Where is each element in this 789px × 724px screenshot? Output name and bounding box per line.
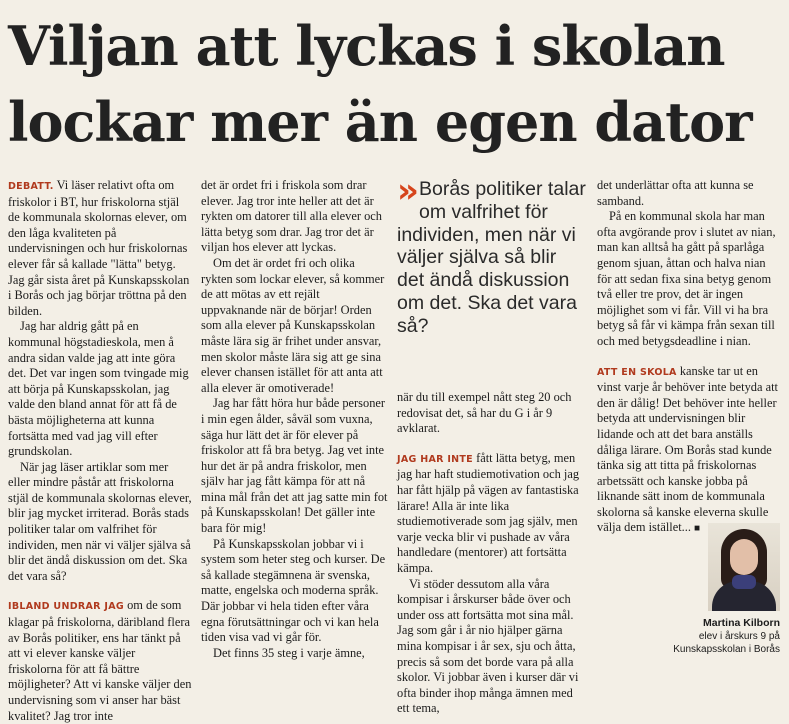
column-3 (397, 178, 587, 717)
author-role: elev i årskurs 9 på (698, 631, 780, 642)
paragraph: På en kommunal skola har man ofta avgörande prov i slutet av nian, man kan alltså ha gått på sparlåga genom sjuan, åttan och halva nian för att sedan fixa sina betyg genom två eller tre prov, det är ingen möjlighet som vi får. Vill vi ha bra betyg så får vi kämpa från sexan till och med betygsdeadline i nian. (597, 209, 776, 348)
kicker-ibland: IBLAND UNDRAR JAG (8, 601, 124, 613)
kicker-att-en-skola: ATT EN SKOLA (597, 366, 677, 378)
headline-line-2: lockar mer än egen dator (8, 90, 752, 154)
paragraph: det underlättar ofta att kunna se samband. (597, 178, 754, 208)
headline (8, 8, 783, 160)
author-school: Kunskapsskolan i Borås (673, 644, 780, 655)
author-photo (708, 523, 780, 611)
pull-quote-box (397, 178, 587, 390)
paragraph: IBLAND UNDRAR JAG om de som klagar på friskolorna, däribland flera av Borås politiker, ens har tänkt på att vi elever kanske väljer friskolorna för att få bättre möjligheter? Att vi kanske väljer den undervisning som vi anser har bäst kvalitet? Jag tror inte (8, 598, 192, 723)
pull-quote: » Borås politiker talar om valfrihet för individen, men när vi väljer själva så blir det ändå diskussion om det. Ska det vara så? (397, 178, 586, 337)
paragraph: Det finns 35 steg i varje ämne, (213, 645, 365, 660)
paragraph: När jag läser artiklar som mer eller mindre påstår att friskolorna stjäl de kommunala skolornas elever, blir jag mycket irriterad. Borås stads politiker talar om valfrihet för individen, men när vi väljer själva så blir det ändå diskussion om det. Ska det vara så? (8, 459, 192, 583)
paragraph: Jag har aldrig gått på en kommunal högstadieskola, men å andra sidan valde jag att inte göra det. Det var ingen som tvingade mig att börja på Kunskapsskolan, jag valde den bland annat för att få de bästa möjligheterna att kunna fortsätta med vad jag vill efter grundskolan. (8, 319, 189, 459)
paragraph: JAG HAR INTE fått lätta betyg, men jag har haft studiemotivation och jag har fått hjälp på vägen av fantastiska lärare! Alla är inte lika studiemotiverade som jag själv, men varje vecka blir vi pushade av våra handledare (mentorer) att fortsätta kämpa. (397, 450, 580, 575)
column-2 (201, 178, 388, 661)
quote-mark-icon: » (397, 178, 413, 211)
paragraph: när du till exempel nått steg 20 och redovisat det, så har du G i år 9 avklarat. (397, 390, 572, 436)
paragraph: Jag har fått höra hur både personer i min egen ålder, såväl som vuxna, säga hur lätt det är för elever på friskolor att få bra betyg. Jag vet inte hur det är på andra friskolor, men själv har jag fått kämpa för att nå mina mål från det att jag satte min fot på Kunskapsskolan! Det gäller inte bara för mig! (201, 396, 388, 536)
paragraph: DEBATT. Vi läser relativt ofta om friskolor i BT, hur friskolorna stjäl de kommunala skolornas elever, om den låga kvaliteten på undervisningen och hur friskolornas elever får så kallade "lätta" betyg. Jag går sista året på Kunskapsskolan i Borås och jag börjar tröttna på den bilden. (8, 178, 190, 318)
paragraph: Vi stöder dessutom alla våra kompisar i årskurser både över och under oss att fortsätta mot sina mål. Jag som går i år nio hjälper gärna mina kompisar i år sex, sju och åtta, precis så som det borde vara på alla skolor. Vi jobbar även i kurser där vi ofta binder ihop många ämnen med ett tema, (397, 576, 579, 716)
byline (648, 617, 780, 656)
kicker-jag-har-inte: JAG HAR INTE (397, 453, 473, 465)
paragraph: Om det är ordet fri och olika rykten som lockar elever, så kommer de att mötas av ett rejält uppvaknande när de börjar! Orden som alla elever på Kunskapsskolan måste lära sig är frihet under ansvar, men skolor måste lära sig att ge sina elever chansen istället för att anta att alla elever är omotiverade! (201, 255, 385, 395)
paragraph: det är ordet fri i friskola som drar elever. Jag tror inte heller att det är rykten om datorer till alla elever och lätta betyg som drar. Jag tror det är viljan hos elever att lyckas. (201, 178, 382, 255)
paragraph: ATT EN SKOLA kanske tar ut en vinst varje år behöver inte betyda att den är dålig! Det behöver inte heller betyda att undervisningen blir lidande och att det bara anställs dåliga lärare. Om Borås stad kunde tänka sig att titta på friskolornas arbetssätt och kanske jobba på liknande sätt inom de kommunala skolorna så kanske eleverna skulle välja dem istället... ■ (597, 363, 778, 535)
column-1 (8, 178, 192, 724)
column-4 (597, 178, 783, 537)
paragraph: På Kunskapsskolan jobbar vi i system som heter steg och kurser. De så kallade stegämnena är svenska, matte, engelska och moderna språk. Där jobbar vi hela tiden efter våra egna förutsättningar och vi kan hela tiden visa vad vi går för. (201, 536, 386, 645)
headline-line-1: Viljan att lyckas i skolan (8, 14, 725, 78)
author-name: Martina Kilborn (702, 617, 780, 629)
end-mark-icon: ■ (694, 523, 701, 535)
kicker-debatt: DEBATT. (8, 181, 54, 192)
